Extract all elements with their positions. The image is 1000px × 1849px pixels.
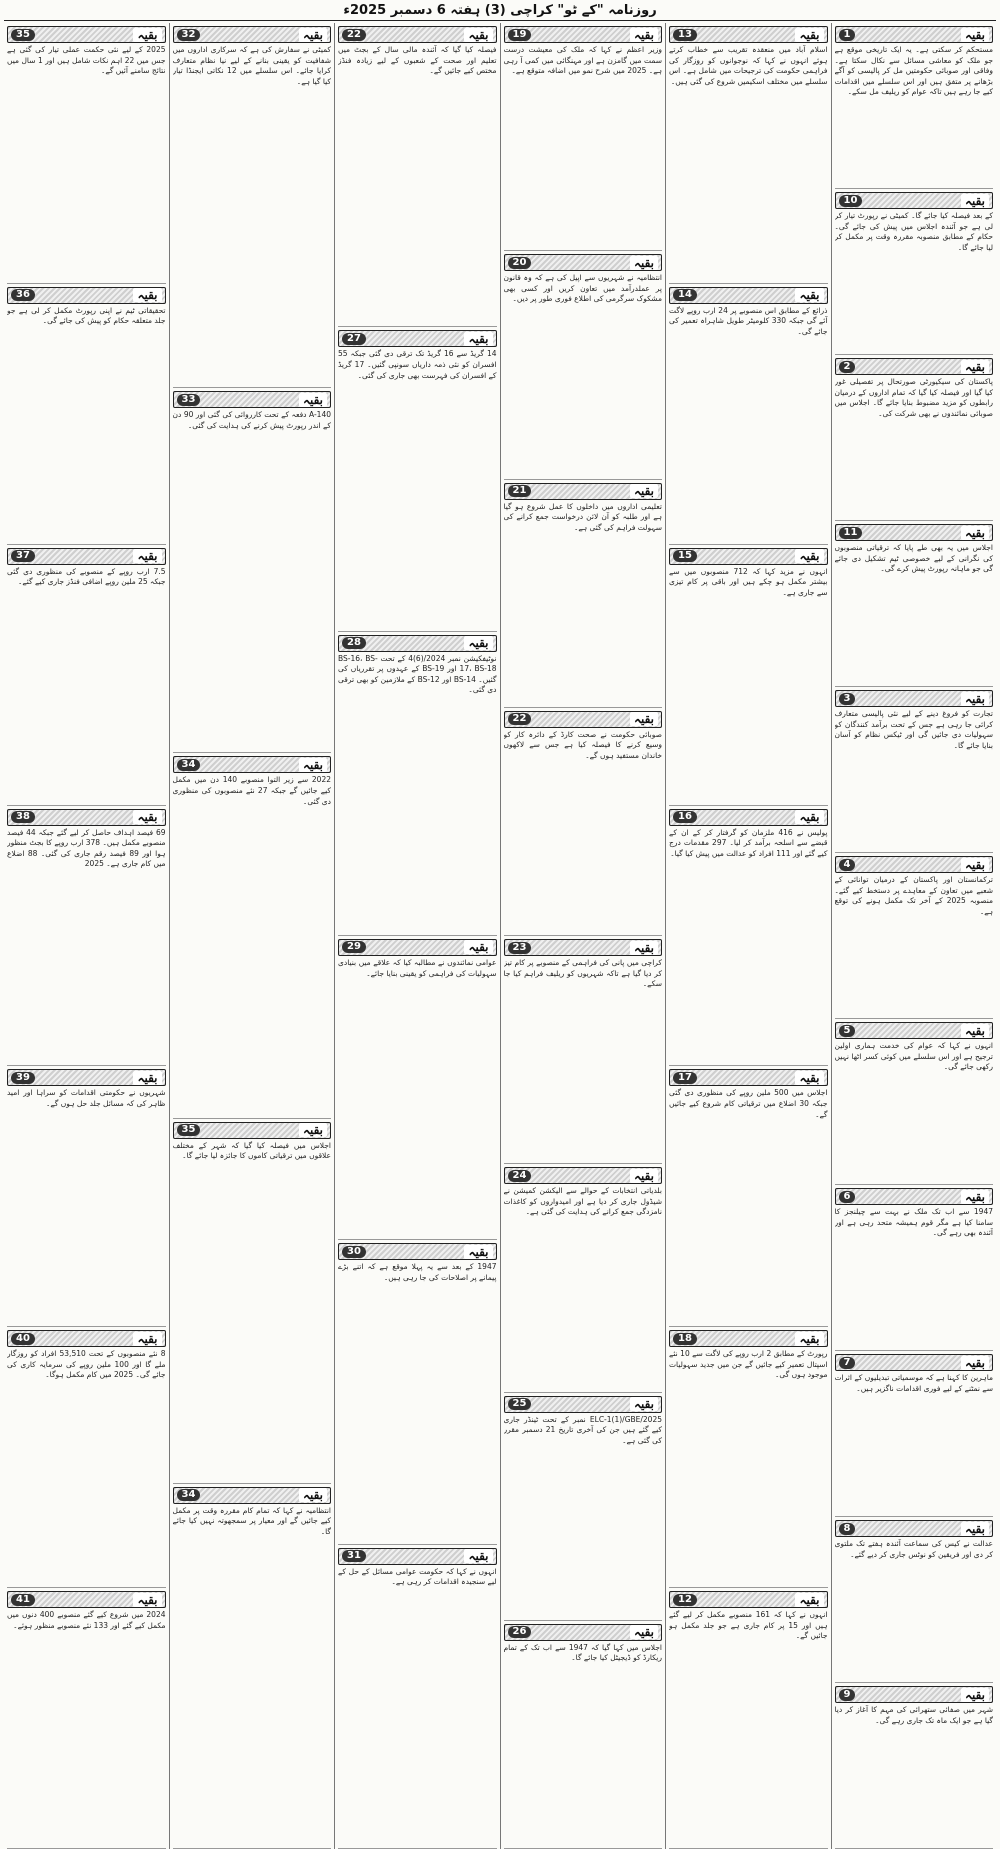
continuation-text: 2024 میں شروع کیے گئے منصوبے 400 دنوں میں مکمل کیے گئے اور 133 نئے منصوبے منظور ہوئے۔ [7,1610,166,1630]
continuation-header [669,809,828,826]
continuation-header [173,26,332,43]
continuation-text: ذرائع کے مطابق اس منصوبے پر 24 ارب روپے لاگت آئے گی جبکہ 330 کلومیٹر طویل شاہراہ تعمیر کی جائے گی۔ [669,305,828,337]
continuation-number: 23 [508,942,532,954]
continuation-label: بقیہ [630,484,658,498]
continuation-number: 34 [177,759,201,771]
continuation-header [835,358,994,375]
continuation-header [504,711,663,728]
continuation-number: 35 [177,1124,201,1136]
continuation-block [7,284,166,545]
continuation-text: انہوں نے کہا کہ 161 منصوبے مکمل کر لیے گئے ہیں اور 15 پر کام جاری ہے جو جلد مکمل ہو جائیں گے۔ [669,1610,828,1641]
continuation-block [7,806,166,1067]
continuation-block [338,1240,497,1544]
continuation-number: 27 [342,333,366,345]
continuation-text: انہوں نے مزید کہا کہ 712 منصوبوں میں سے بیشتر مکمل ہو چکے ہیں اور باقی پر کام تیزی سے جاری ہے۔ [669,566,828,597]
continuation-label: بقیہ [464,1245,492,1259]
masthead-title: روزنامہ "کے ٹو" کراچی (3) ہفتہ 6 دسمبر 2025ء [4,0,996,21]
continuation-text: انتظامیہ نے کہا کہ تمام کام مقررہ وقت پر مکمل کیے جائیں گے اور معیار پر سمجھوتہ نہیں کیا جائے گا۔ [172,1505,331,1536]
continuation-number: 30 [342,1246,366,1258]
continuation-header [7,1591,166,1608]
continuation-header [173,1487,332,1504]
continuation-label: بقیہ [961,1522,989,1536]
continuation-number: 28 [342,637,366,649]
continuation-label: بقیہ [133,549,161,563]
continuation-block [504,936,663,1164]
continuation-block [835,687,994,853]
continuation-number: 22 [342,29,366,41]
continuation-text: تعلیمی اداروں میں داخلوں کا عمل شروع ہو گیا ہے اور طلبہ کو آن لائن درخواست جمع کرانے کی سہولت فراہم کی گئی ہے۔ [503,501,662,532]
column [665,23,831,1849]
continuation-text: اجلاس میں کہا گیا کہ 1947 سے اب تک کے تمام ریکارڈ کو ڈیجیٹل کیا جائے گا۔ [503,1642,662,1663]
continuation-number: 13 [673,29,697,41]
continuation-block [835,355,994,521]
continuation-text: 2022 سے زیر التوا منصوبے 140 دن میں مکمل کیے جائیں گے جبکہ 27 نئے منصوبوں کی منظوری دی گئی۔ [172,775,331,806]
continuation-label: بقیہ [630,1625,658,1639]
continuation-number: 22 [508,713,532,725]
continuation-number: 17 [673,1072,697,1084]
continuation-block [835,1351,994,1517]
continuation-label: بقیہ [961,1356,989,1370]
continuation-label: بقیہ [961,28,989,42]
continuation-block [835,1517,994,1683]
continuation-label: بقیہ [961,1688,989,1702]
continuation-text: 8 نئے منصوبوں کے تحت 53,510 افراد کو روزگار ملے گا اور 100 ملین روپے کی سرمایہ کاری کی جائے گی۔ 2025 میں کام مکمل ہوگا۔ [7,1349,166,1380]
continuation-label: بقیہ [630,712,658,726]
continuation-label: بقیہ [961,858,989,872]
continuation-block [173,23,332,388]
continuation-text: تجارت کو فروغ دینے کے لیے نئی پالیسی متعارف کرائی جا رہی ہے جس کے تحت برآمد کنندگان کو سہولیات دی جائیں گی اور ٹیکس نظام کو آسان بنایا جائے گا۔ [834,709,993,750]
column [4,23,169,1849]
continuation-text: نوٹیفکیشن نمبر 2024/(6)4 کے تحت BS-16، BS-17، BS-18 اور BS-19 کے عہدوں پر تقرریاں کی گئیں۔ BS-14 اور BS-12 کے ملازمین کو بھی ترقی دی گئی۔ [338,653,497,695]
continuation-header [835,26,994,43]
continuation-number: 11 [839,527,863,539]
continuation-text: مستحکم کر سکتی ہے۔ یہ ایک تاریخی موقع ہے جو ملک کو معاشی مسائل سے نکال سکتا ہے۔ وفاقی اور صوبائی حکومتیں مل کر پالیسی کو آگے بڑھانے پر متفق ہیں اور اس سلسلے میں اقدامات کیے جا رہے ہیں تاکہ عوام کو ریلیف مل سکے۔ [834,45,993,97]
continuation-number: 9 [839,1689,856,1701]
continuation-block [504,480,663,708]
continuation-block [669,806,828,1067]
continuation-number: 38 [11,811,35,823]
continuation-block [835,521,994,687]
continuation-text: انتظامیہ نے شہریوں سے اپیل کی ہے کہ وہ قانون پر عملدرآمد میں تعاون کریں اور کسی بھی مشکوک سرگرمی کی اطلاع فوری طور پر دیں۔ [503,273,662,304]
continuation-header [7,1069,166,1086]
continuation-label: بقیہ [464,940,492,954]
continuation-label: بقیہ [464,1549,492,1563]
continuation-number: 1 [839,29,856,41]
continuation-text: شہریوں نے حکومتی اقدامات کو سراہا اور امید ظاہر کی کہ مسائل جلد حل ہوں گے۔ [7,1088,166,1109]
continuation-label: بقیہ [961,360,989,374]
continuation-text: 2025 کے لیے نئی حکمت عملی تیار کی گئی ہے جس میں 22 اہم نکات شامل ہیں اور 1 سال میں نتائج سامنے آئیں گے۔ [7,45,166,76]
continuation-block [338,1545,497,1849]
continuation-block [173,753,332,1118]
continuation-header [338,635,497,652]
column [831,23,997,1849]
continuation-block [669,284,828,545]
continuation-text: کمیٹی نے سفارش کی ہے کہ سرکاری اداروں میں شفافیت کو یقینی بنانے کے لیے نیا نظام متعارف کرایا جائے۔ اس سلسلے میں 12 نکاتی ایجنڈا تیار کیا گیا ہے۔ [172,45,331,86]
continuation-header [669,1591,828,1608]
continuation-header [504,939,663,956]
continuation-label: بقیہ [795,810,823,824]
continuation-header [835,1188,994,1205]
continuation-block [173,1119,332,1484]
columns-container [4,23,996,1849]
continuation-label: بقیہ [630,256,658,270]
continuation-label: بقیہ [630,1169,658,1183]
continuation-number: 25 [508,1398,532,1410]
continuation-label: بقیہ [961,194,989,208]
continuation-block [669,23,828,284]
continuation-label: بقیہ [299,1488,327,1502]
continuation-label: بقیہ [299,393,327,407]
continuation-text: پولیس نے 416 ملزمان کو گرفتار کر کے ان کے قبضے سے اسلحہ برآمد کر لیا۔ 297 مقدمات درج کیے گئے اور 111 افراد کو عدالت میں پیش کیا گیا۔ [669,827,828,858]
continuation-header [7,809,166,826]
continuation-number: 5 [839,1025,856,1037]
continuation-label: بقیہ [299,758,327,772]
continuation-number: 37 [11,550,35,562]
continuation-header [7,287,166,304]
continuation-header [669,1069,828,1086]
continuation-header [338,939,497,956]
continuation-header [835,524,994,541]
continuation-header [835,1354,994,1371]
continuation-header [173,756,332,773]
continuation-number: 18 [673,1333,697,1345]
continuation-label: بقیہ [795,549,823,563]
continuation-header [669,548,828,565]
continuation-text: عوامی نمائندوں نے مطالبہ کیا کہ علاقے میں بنیادی سہولیات کی فراہمی کو یقینی بنایا جائے۔ [338,957,497,978]
continuation-number: 10 [839,195,863,207]
continuation-text: ماہرین کا کہنا ہے کہ موسمیاتی تبدیلیوں کے اثرات سے نمٹنے کے لیے فوری اقدامات ناگزیر ہیں۔ [834,1373,993,1393]
continuation-number: 14 [673,289,697,301]
continuation-number: 33 [177,394,201,406]
continuation-number: 41 [11,1594,35,1606]
continuation-text: ELC-1(1)/GBE/2025 نمبر کے تحت ٹینڈر جاری کیے گئے ہیں جن کی آخری تاریخ 21 دسمبر مقرر کی گئی ہے۔ [503,1414,662,1445]
continuation-number: 21 [508,485,532,497]
continuation-label: بقیہ [464,28,492,42]
continuation-block [835,1019,994,1185]
continuation-header [835,1022,994,1039]
continuation-header [835,690,994,707]
continuation-header [504,1624,663,1641]
continuation-text: وزیر اعظم نے کہا کہ ملک کی معیشت درست سمت میں گامزن ہے اور مہنگائی میں کمی آ رہی ہے۔ 2025 میں شرح نمو میں اضافہ متوقع ہے۔ [503,45,662,76]
continuation-block [338,23,497,327]
continuation-block [835,23,994,189]
continuation-number: 34 [177,1489,201,1501]
continuation-label: بقیہ [133,28,161,42]
continuation-block [338,327,497,631]
continuation-header [669,26,828,43]
continuation-label: بقیہ [795,28,823,42]
continuation-label: بقیہ [133,1593,161,1607]
continuation-number: 19 [508,29,532,41]
continuation-label: بقیہ [630,28,658,42]
continuation-block [173,388,332,753]
continuation-text: 1947 سے اب تک ملک نے بہت سے چیلنجز کا سامنا کیا ہے مگر قوم ہمیشہ متحد رہی ہے اور آئندہ بھی رہے گی۔ [834,1207,993,1238]
continuation-block [835,189,994,355]
column [169,23,335,1849]
continuation-block [669,1066,828,1327]
continuation-label: بقیہ [630,941,658,955]
continuation-number: 15 [673,550,697,562]
continuation-header [338,1243,497,1260]
continuation-label: بقیہ [630,1397,658,1411]
continuation-header [504,483,663,500]
continuation-block [835,853,994,1019]
continuation-header [835,192,994,209]
continuation-block [504,23,663,251]
continuation-label: بقیہ [464,636,492,650]
continuation-number: 2 [839,361,856,373]
continuation-text: کراچی میں پانی کی فراہمی کے منصوبے پر کام تیز کر دیا گیا ہے تاکہ شہریوں کو ریلیف فراہم کیا جا سکے۔ [503,958,662,989]
continuation-block [835,1185,994,1351]
continuation-header [338,1548,497,1565]
continuation-text: فیصلہ کیا گیا کہ آئندہ مالی سال کے بجٹ میں تعلیم اور صحت کے شعبوں کے لیے زیادہ فنڈز مختص کیے جائیں گے۔ [338,45,497,76]
continuation-number: 7 [839,1357,856,1369]
continuation-text: صوبائی حکومت نے صحت کارڈ کے دائرہ کار کو وسیع کرنے کا فیصلہ کیا ہے جس سے لاکھوں خاندان مستفید ہوں گے۔ [503,729,662,760]
continuation-header [835,856,994,873]
continuation-label: بقیہ [133,810,161,824]
continuation-label: بقیہ [133,1071,161,1085]
continuation-number: 29 [342,941,366,953]
continuation-number: 31 [342,1550,366,1562]
continuation-block [7,1066,166,1327]
continuation-text: اجلاس میں یہ بھی طے پایا کہ ترقیاتی منصوبوں کی نگرانی کے لیے خصوصی ٹیم تشکیل دی جائے گی جو ماہانہ رپورٹ پیش کرے گی۔ [834,543,993,574]
continuation-header [7,1330,166,1347]
continuation-block [7,545,166,806]
continuation-number: 6 [839,1191,856,1203]
continuation-label: بقیہ [961,1190,989,1204]
column [500,23,666,1849]
continuation-header [504,1167,663,1184]
continuation-header [338,330,497,347]
continuation-block [669,545,828,806]
continuation-header [835,1520,994,1537]
continuation-block [504,251,663,479]
continuation-text: 69 فیصد اہداف حاصل کر لیے گئے جبکہ 44 فیصد منصوبے مکمل ہیں۔ 378 ارب روپے کا بجٹ منظور ہوا اور 89 فیصد رقم جاری کی گئی۔ 88 اضلاع میں کام جاری ہے۔ 2025 [7,827,166,869]
continuation-header [669,1330,828,1347]
continuation-number: 26 [508,1626,532,1638]
continuation-text: اجلاس میں 500 ملین روپے کی منظوری دی گئی جبکہ 30 اضلاع میں ترقیاتی کام شروع کیے جائیں گے۔ [669,1088,828,1119]
continuation-text: ترکمانستان اور پاکستان کے درمیان توانائی کے شعبے میں تعاون کے معاہدے پر دستخط کیے گئے۔ منصوبہ 2025 کے آخر تک مکمل ہونے کی توقع ہے۔ [834,875,993,916]
continuation-block [504,708,663,936]
column [334,23,500,1849]
continuation-text: کے بعد فیصلہ کیا جائے گا۔ کمیٹی نے رپورٹ تیار کر لی ہے جو آئندہ اجلاس میں پیش کی جائے گی۔ حکام کے مطابق منصوبہ مقررہ وقت پر مکمل کر لیا جائے گا۔ [834,211,993,252]
continuation-block [173,1484,332,1849]
continuation-number: 32 [177,29,201,41]
continuation-block [504,1393,663,1621]
continuation-block [669,1588,828,1849]
continuation-text: رپورٹ کے مطابق 2 ارب روپے کی لاگت سے 10 نئے اسپتال تعمیر کیے جائیں گے جن میں جدید سہولیات موجود ہوں گی۔ [669,1349,828,1380]
continuation-text: انہوں نے کہا کہ عوام کی خدمت ہماری اولین ترجیح ہے اور اس سلسلے میں کوئی کسر اٹھا نہیں رکھی جائے گی۔ [834,1041,993,1072]
continuation-text: اجلاس میں فیصلہ کیا گیا کہ شہر کے مختلف علاقوں میں ترقیاتی کاموں کا جائزہ لیا جائے گا۔ [172,1140,331,1161]
continuation-text: بلدیاتی انتخابات کے حوالے سے الیکشن کمیشن نے شیڈول جاری کر دیا ہے اور امیدواروں کو کاغذات نامزدگی جمع کرانے کی ہدایت کی گئی ہے۔ [503,1186,662,1217]
continuation-number: 12 [673,1594,697,1606]
continuation-text: 7.5 ارب روپے کے منصوبے کی منظوری دی گئی جبکہ 25 ملین روپے اضافی فنڈز جاری کیے گئے۔ [7,566,166,587]
continuation-header [338,26,497,43]
continuation-block [669,1327,828,1588]
continuation-block [7,1327,166,1588]
continuation-number: 36 [11,289,35,301]
continuation-text: انہوں نے کہا کہ حکومت عوامی مسائل کے حل کے لیے سنجیدہ اقدامات کر رہی ہے۔ [338,1566,497,1587]
continuation-block [7,23,166,284]
continuation-header [504,1396,663,1413]
continuation-header [173,391,332,408]
continuation-label: بقیہ [133,1332,161,1346]
continuation-label: بقیہ [299,28,327,42]
continuation-label: بقیہ [299,1123,327,1137]
continuation-number: 39 [11,1072,35,1084]
continuation-label: بقیہ [795,1593,823,1607]
continuation-header [504,254,663,271]
continuation-number: 20 [508,257,532,269]
continuation-text: پاکستان کی سیکیورٹی صورتحال پر تفصیلی غور کیا گیا اور فیصلہ کیا گیا کہ تمام اداروں کے درمیان رابطوں کو مزید مضبوط بنایا جائے گا۔ اجلاس میں صوبائی نمائندوں نے بھی شرکت کی۔ [834,377,993,418]
continuation-header [7,26,166,43]
continuation-label: بقیہ [464,332,492,346]
continuation-text: عدالت نے کیس کی سماعت آئندہ ہفتے تک ملتوی کر دی اور فریقین کو نوٹس جاری کر دیے گئے۔ [834,1539,993,1559]
continuation-label: بقیہ [961,692,989,706]
continuation-header [504,26,663,43]
continuation-block [504,1164,663,1392]
continuation-header [835,1686,994,1703]
continuation-label: بقیہ [961,526,989,540]
continuation-number: 4 [839,859,856,871]
continuation-label: بقیہ [133,288,161,302]
continuation-block [7,1588,166,1849]
continuation-label: بقیہ [795,1332,823,1346]
continuation-header [669,287,828,304]
continuation-text: 1947 کے بعد سے یہ پہلا موقع ہے کہ اتنے بڑے پیمانے پر اصلاحات کی جا رہی ہیں۔ [338,1262,497,1282]
continuation-header [173,1122,332,1139]
continuation-label: بقیہ [961,1024,989,1038]
continuation-text: اسلام آباد میں منعقدہ تقریب سے خطاب کرتے ہوئے انہوں نے کہا کہ نوجوانوں کو روزگار کی فراہمی حکومت کی ترجیحات میں شامل ہے۔ اس سلسلے میں مختلف اسکیمیں شروع کی گئی ہیں۔ [669,45,828,86]
continuation-block [504,1621,663,1849]
continuation-text: شہر میں صفائی ستھرائی کی مہم کا آغاز کر دیا گیا ہے جو ایک ماہ تک جاری رہے گی۔ [834,1705,993,1725]
continuation-text: تحقیقاتی ٹیم نے اپنی رپورٹ مکمل کر لی ہے جو جلد متعلقہ حکام کو پیش کی جائے گی۔ [7,305,166,326]
continuation-block [835,1683,994,1849]
continuation-text: A-140 دفعہ کے تحت کارروائی کی گئی اور 90 دن کے اندر رپورٹ پیش کرنے کی ہدایت کی گئی۔ [172,410,331,430]
continuation-number: 8 [839,1523,856,1535]
continuation-label: بقیہ [795,288,823,302]
continuation-number: 35 [11,29,35,41]
continuation-number: 16 [673,811,697,823]
continuation-number: 40 [11,1333,35,1345]
continuation-block [338,632,497,936]
continuation-number: 3 [839,693,856,705]
continuation-block [338,936,497,1240]
continuation-number: 24 [508,1170,532,1182]
continuation-label: بقیہ [795,1071,823,1085]
continuation-text: 14 گریڈ سے 16 گریڈ تک ترقی دی گئی جبکہ 55 افسران کو نئی ذمہ داریاں سونپی گئیں۔ 17 گریڈ کے افسران کی فہرست بھی جاری کی گئی۔ [338,349,497,380]
continuation-header [7,548,166,565]
